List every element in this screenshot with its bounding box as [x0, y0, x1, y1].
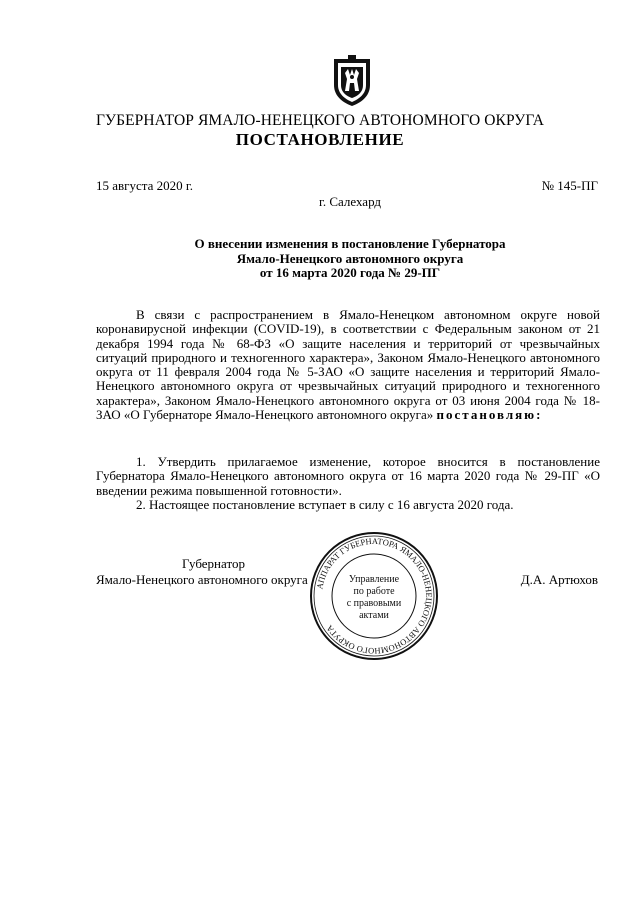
preamble-text: В связи с распространением в Ямало-Ненецком автономном округе новой коронавирусной инфекции (COVID-19), в соответствии с Федеральным законом от 21 декабря 1994 года № 68-ФЗ «О защите населения и территорий от чрезвычайных ситуаций природного и техногенного характера», Законом Ямало-Ненецкого автономного округа от 11 февраля 2004 года № 5-ЗАО «О защите населения и территорий Ямало-Ненецкого автономного округа от чрезвычайных ситуаций природного и техногенного характера», Законом Ямало-Ненецкого автономного округа от 03 июня 2004 года № 18-ЗАО «О Губернаторе Ямало-Ненецкого автономного округа» [96, 307, 600, 423]
preamble-paragraph [96, 308, 600, 422]
document-date: 15 августа 2020 г. [96, 178, 193, 193]
stamp-line: по работе [353, 586, 395, 597]
title-line: Ямало-Ненецкого автономного округа [236, 250, 464, 266]
document-title [0, 237, 640, 281]
official-stamp [308, 530, 440, 662]
decree-item-1: 1. Утвердить прилагаемое изменение, которое вносится в постановление Губернатора Ямало-Ненецкого автономного округа от 16 марта 2020 года № 29-ПГ «О введении режима повышенной готовности». [96, 454, 600, 498]
signer-position-line2: Ямало-Ненецкого автономного округа [96, 572, 308, 587]
stamp-ring-text: АППАРАТ ГУБЕРНАТОРА ЯМАЛО-НЕНЕЦКОГО АВТОНОМНОГО ОКРУГА [314, 535, 435, 657]
stamp-line: с правовыми [346, 598, 402, 609]
decree-word: постановляю: [436, 407, 543, 423]
document-number: № 145-ПГ [541, 178, 598, 193]
coat-of-arms-icon [328, 55, 376, 107]
title-line: О внесении изменения в постановление Губернатора [194, 236, 506, 251]
signer-name: Д.А. Артюхов [520, 572, 598, 587]
title-line: от 16 марта 2020 года № 29-ПГ [259, 265, 441, 280]
document-type-heading: ПОСТАНОВЛЕНИЕ [235, 130, 405, 149]
stamp-line: актами [359, 610, 389, 621]
decree-items [96, 455, 600, 512]
stamp-line: Управление [348, 574, 400, 585]
signer-position-line1: Губернатор [182, 556, 245, 571]
document-city: г. Салехард [318, 194, 382, 209]
decree-item-2: 2. Настоящее постановление вступает в силу с 16 августа 2020 года. [136, 496, 514, 512]
issuer-heading: ГУБЕРНАТОР ЯМАЛО-НЕНЕЦКОГО АВТОНОМНОГО ОКРУГА [95, 112, 545, 129]
